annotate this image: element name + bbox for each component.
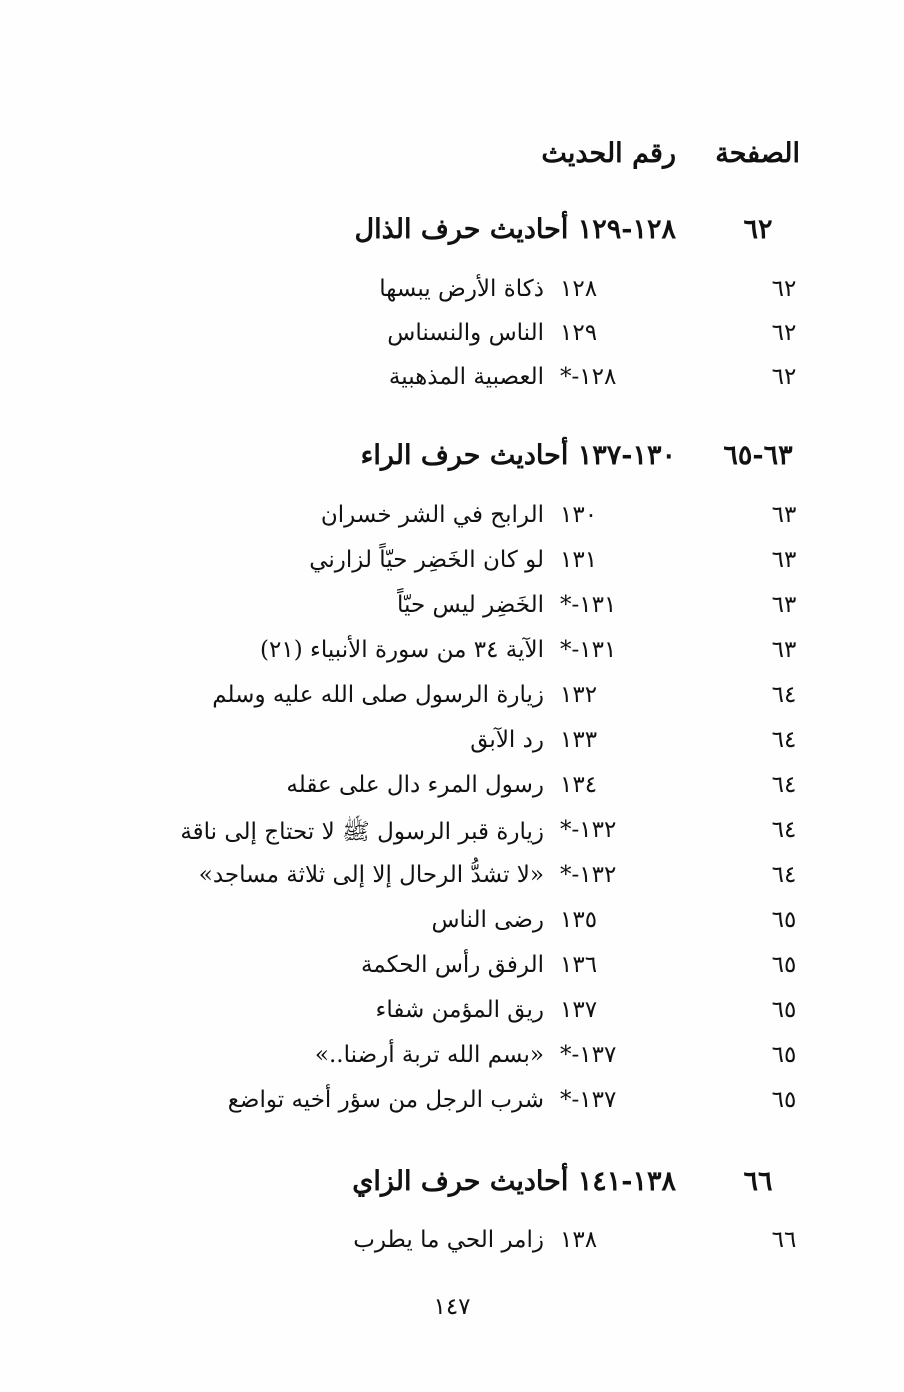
- section-heading-zay: [108, 1166, 808, 1210]
- row-hadith-number: ١٣٠: [560, 502, 598, 528]
- row-hadith-number: *-١٣٧: [560, 1087, 617, 1113]
- row-title: شرب الرجل من سؤر أخيه تواضع: [227, 1087, 544, 1113]
- row-title: الرابح في الشر خسران: [320, 502, 544, 528]
- index-row: [88, 592, 808, 632]
- index-row: [88, 547, 808, 587]
- row-page: ٦٢: [771, 364, 797, 390]
- row-page: ٦٥: [771, 907, 797, 933]
- index-row: [88, 320, 808, 360]
- index-row: [88, 276, 808, 316]
- row-hadith-number: ١٣١: [560, 547, 598, 573]
- row-page: ٦٣: [771, 547, 797, 573]
- index-row: [88, 727, 808, 767]
- row-title: الخَضِر ليس حيّاً: [397, 592, 544, 618]
- row-hadith-number: ١٣٢: [560, 682, 598, 708]
- row-title: الرفق رأس الحكمة: [360, 952, 544, 978]
- row-page: ٦٥: [771, 997, 797, 1023]
- row-hadith-number: *-١٣٢: [560, 817, 617, 843]
- index-row: [88, 997, 808, 1037]
- index-row: [88, 364, 808, 404]
- row-hadith-number: *-١٢٨: [560, 364, 617, 390]
- row-title: ذكاة الأرض يبسها: [379, 276, 544, 302]
- row-page: ٦٤: [771, 727, 797, 753]
- row-title: ريق المؤمن شفاء: [375, 997, 544, 1023]
- row-page: ٦٤: [771, 817, 797, 843]
- row-title: «لا تشدُّ الرحال إلا إلى ثلاثة مساجد»: [198, 862, 544, 888]
- section-page: ٦٦: [743, 1166, 773, 1197]
- section-title: ١٣٠-١٣٧ أحاديث حرف الراء: [360, 440, 676, 471]
- row-hadith-number: ١٣٨: [560, 1227, 598, 1253]
- row-page: ٦٢: [771, 320, 797, 346]
- row-hadith-number: *-١٣٧: [560, 1042, 617, 1068]
- section-title: ١٣٨-١٤١ أحاديث حرف الزاي: [352, 1166, 676, 1197]
- row-hadith-number: *-١٣٢: [560, 862, 617, 888]
- row-hadith-number: ١٣٣: [560, 727, 598, 753]
- row-page: ٦٥: [771, 952, 797, 978]
- index-row: [88, 502, 808, 542]
- section-heading-ra: [108, 440, 808, 484]
- section-page: ٦٣-٦٥: [723, 440, 793, 471]
- row-title: لو كان الخَضِر حيّاً لزارني: [309, 547, 544, 573]
- row-hadith-number: *-١٣١: [560, 637, 617, 663]
- row-title: زيارة الرسول صلى الله عليه وسلم: [212, 682, 544, 708]
- row-hadith-number: ١٢٩: [560, 320, 598, 346]
- row-hadith-number: *-١٣١: [560, 592, 617, 618]
- row-page: ٦٣: [771, 637, 797, 663]
- row-hadith-number: ١٣٤: [560, 772, 598, 798]
- row-title: الآية ٣٤ من سورة الأنبياء (٢١): [260, 637, 544, 663]
- section-title: ١٢٨-١٢٩ أحاديث حرف الذال: [354, 214, 676, 245]
- row-title: الناس والنسناس: [387, 320, 544, 346]
- section-heading-dhal: [108, 214, 808, 258]
- row-title: زيارة قبر الرسول ﷺ لا تحتاج إلى ناقة: [180, 819, 544, 845]
- index-row: [88, 772, 808, 812]
- row-page: ٦٣: [771, 592, 797, 618]
- row-page: ٦٤: [771, 862, 797, 888]
- index-row: [88, 862, 808, 902]
- section-page: ٦٢: [743, 214, 773, 245]
- row-page: ٦٤: [771, 682, 797, 708]
- row-title: رضى الناس: [431, 907, 544, 933]
- index-row: [88, 637, 808, 677]
- row-hadith-number: ١٣٦: [560, 952, 598, 978]
- column-header: [200, 138, 800, 178]
- index-row: [88, 817, 808, 857]
- row-hadith-number: ١٣٥: [560, 907, 598, 933]
- row-page: ٦٥: [771, 1087, 797, 1113]
- page-number: ١٤٧: [433, 1294, 471, 1320]
- index-row: [88, 952, 808, 992]
- row-title: زامر الحي ما يطرب: [353, 1227, 544, 1253]
- row-title: العصبية المذهبية: [388, 364, 544, 390]
- row-page: ٦٢: [771, 276, 797, 302]
- row-hadith-number: ١٣٧: [560, 997, 598, 1023]
- row-page: ٦٦: [771, 1227, 797, 1253]
- row-page: ٦٤: [771, 772, 797, 798]
- page-column-heading: الصفحة: [715, 138, 800, 169]
- index-row: [88, 1087, 808, 1127]
- hadith-number-column-heading: رقم الحديث: [541, 138, 676, 169]
- row-page: ٦٥: [771, 1042, 797, 1068]
- row-title: رسول المرء دال على عقله: [286, 772, 544, 798]
- row-page: ٦٣: [771, 502, 797, 528]
- index-row: [88, 907, 808, 947]
- index-row: [88, 682, 808, 722]
- row-title: «بسم الله تربة أرضنا..»: [314, 1042, 544, 1068]
- index-row: [88, 1042, 808, 1082]
- index-row: [88, 1227, 808, 1267]
- row-hadith-number: ١٢٨: [560, 276, 598, 302]
- row-title: رد الآبق: [470, 727, 544, 753]
